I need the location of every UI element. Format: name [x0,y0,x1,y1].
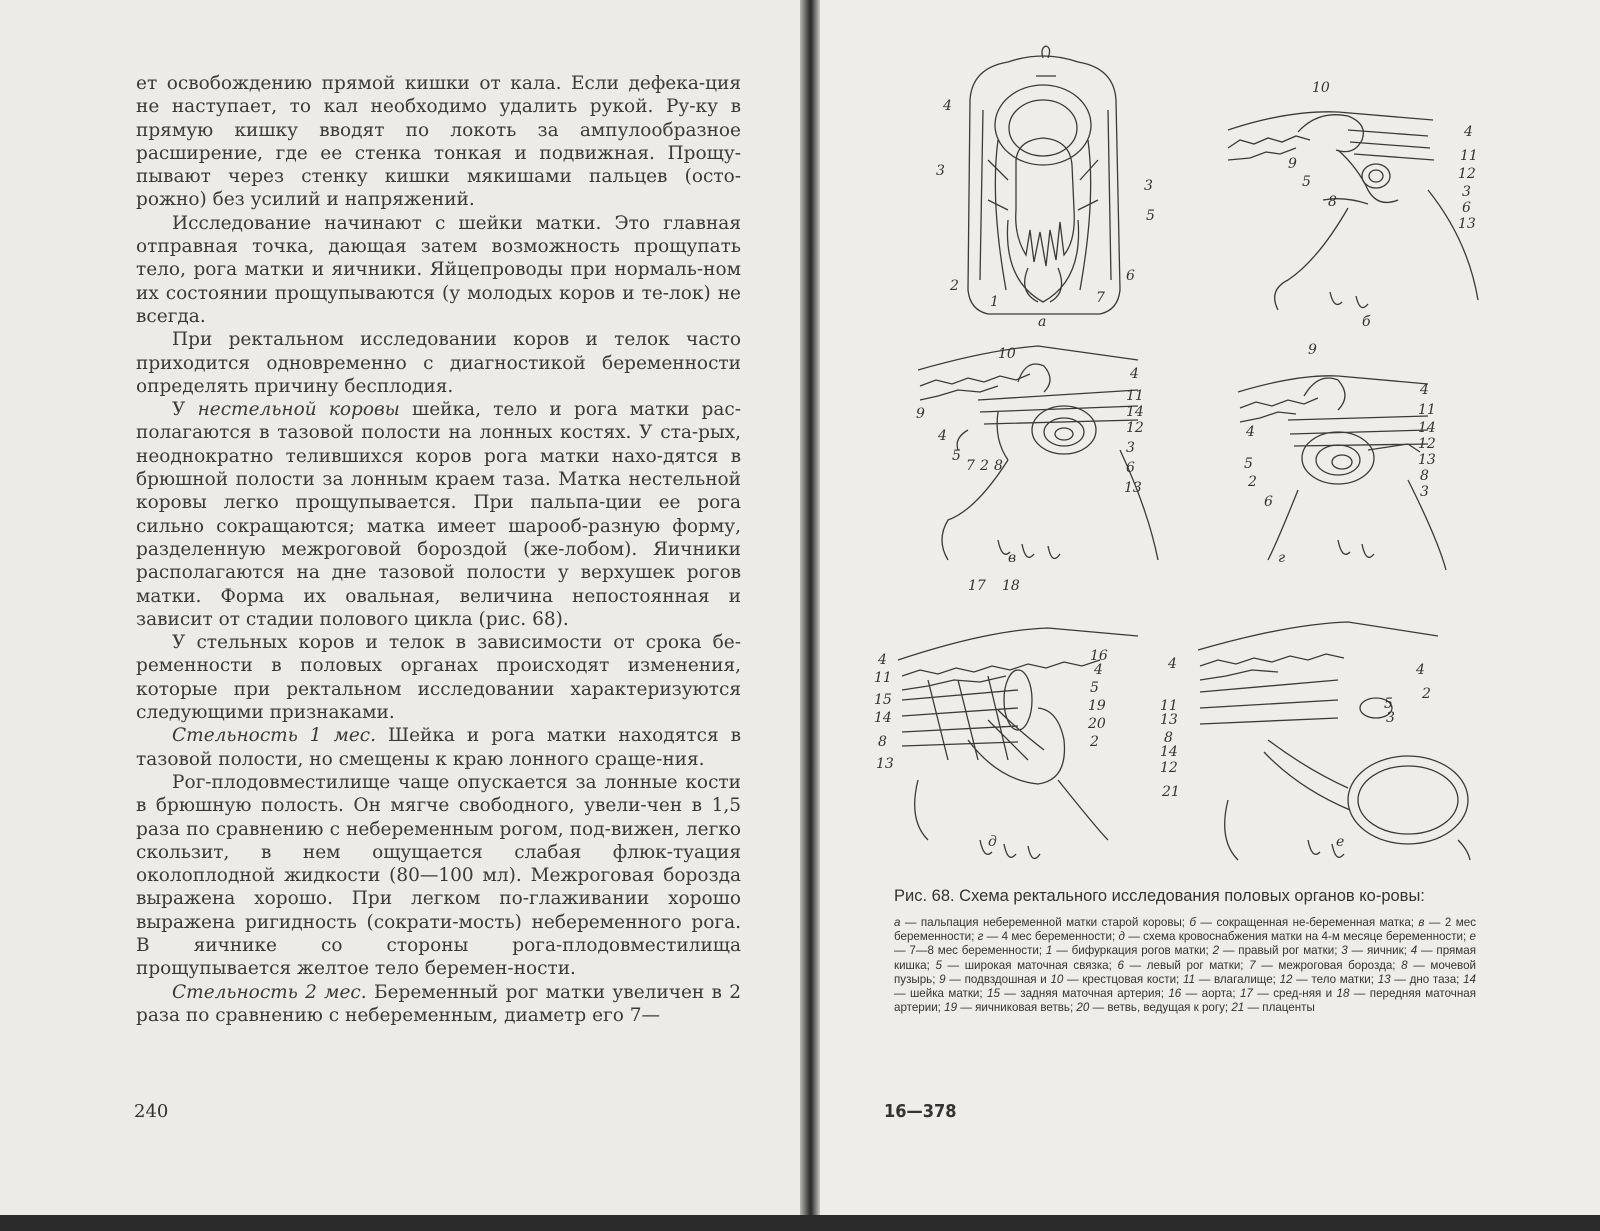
legend-key: 10 [1050,972,1064,986]
label-e-21: 21 [1162,784,1180,800]
label-v-9: 9 [916,406,925,422]
panel-letter-g: г [1278,550,1286,566]
label-a-2: 2 [950,278,959,294]
legend-value: — межроговая борозда; [1255,958,1402,972]
label-g-13: 13 [1418,452,1436,468]
label-g-14: 14 [1418,420,1436,436]
legend-value: — 4 мес беременности; [983,930,1119,944]
legend-key: а [894,916,901,929]
legend-value: — сред-няя и [1252,987,1337,1001]
legend-key: е [1469,930,1476,944]
italic-lead: Стельность 1 мес. [172,725,377,747]
label-v-7: 7 [966,458,975,474]
figure-caption [894,886,1476,1015]
italic-lead: Стельность 2 мес. [172,981,367,1003]
label-b-3: 3 [1462,184,1471,200]
label-e-8: 8 [1164,730,1173,746]
label-g-12: 12 [1418,436,1436,452]
label-g-4b: 4 [1246,424,1255,440]
label-d-14: 14 [874,710,892,726]
legend-value: — плаценты [1244,1001,1315,1015]
label-g-8: 8 [1420,468,1429,484]
legend-key: 2 [1212,944,1220,958]
label-b-9: 9 [1288,156,1297,172]
legend-value: — тело матки; [1292,972,1378,986]
legend-key: 8 [1401,958,1408,972]
legend-key: 5 [935,958,942,972]
legend-key: 21 [1231,1001,1245,1015]
label-v-4: 4 [1130,366,1139,382]
legend-value: — яичниковая ветвь; [957,1001,1077,1015]
legend-key: в [1418,916,1425,929]
label-v-2: 2 [980,458,989,474]
label-v-11: 11 [1126,388,1144,404]
panel-letter-a: а [1038,314,1047,330]
label-v-10: 10 [998,346,1016,362]
label-a-6: 6 [1126,268,1135,284]
panel-letter-d: д [988,834,997,850]
label-d-4: 4 [1094,662,1103,678]
label-d-16: 16 [1090,648,1108,664]
paragraph: Стельность 2 мес. Беременный рог матки увеличен в 2 раза по сравнению с небеременным, диаметр его 7— [136,981,742,1026]
label-b-11: 11 [1460,148,1478,164]
panel-b-drawing [1228,112,1478,310]
legend-value: — мочевой пузырь; [894,958,1477,986]
legend-value: — крестцовая кости; [1063,972,1183,986]
legend-value: — 7—8 мес беременности; [894,944,1046,958]
paragraph: При ректальном исследовании коров и телок часто приходится одновременно с диагностикой беременности определять причину бесплодия. [136,329,741,397]
label-a-7: 7 [1096,290,1105,306]
label-d-18: 18 [1002,578,1020,594]
caption-legend [894,916,1476,1015]
label-e-14: 14 [1160,744,1178,760]
legend-key: 17 [1239,987,1253,1001]
label-v-6: 6 [1126,460,1135,476]
legend-value: — влагалище; [1195,972,1280,986]
page-number-left: 240 [134,1101,169,1122]
panel-g-drawing [1238,376,1446,570]
rectal-exam-illustration [868,40,1488,870]
label-e-12: 12 [1160,760,1178,776]
legend-key: 15 [987,987,1000,1001]
legend-value: — передняя маточная артерии; [894,987,1476,1015]
label-g-3: 3 [1420,484,1429,500]
legend-key: 13 [1377,972,1391,986]
legend-value: — подвздошная и [945,972,1051,986]
legend-key: б [1189,916,1196,929]
legend-key: 6 [1117,958,1124,972]
label-v-14: 14 [1126,404,1144,420]
legend-value: — прямая кишка; [894,944,1477,972]
label-v-3: 3 [1126,440,1135,456]
label-b-12: 12 [1458,166,1476,182]
label-g-5: 5 [1244,456,1253,472]
label-d-11: 11 [874,670,892,686]
legend-value: — пальпация небеременной матки старой коровы; [900,916,1190,929]
legend-value: — 2 мес беременности; [894,916,1477,944]
label-v-13: 13 [1124,480,1142,496]
legend-value: — схема кровоснабжения матки на 4-м месяце беременности; [1124,930,1470,944]
legend-key: 14 [1463,972,1477,986]
label-d-13: 13 [876,756,894,772]
book-gutter [800,0,820,1231]
body-text [136,72,741,1027]
legend-key: 1 [1045,944,1053,958]
legend-value: — широкая маточная связка; [941,958,1118,972]
legend-key: 16 [1168,987,1182,1001]
label-e-3: 3 [1386,710,1395,726]
legend-key: 3 [1341,944,1348,958]
label-a-4: 4 [943,98,952,114]
left-page [0,0,805,1215]
legend-value: — дно таза; [1390,972,1464,986]
label-b-10: 10 [1312,80,1330,96]
label-d-20: 20 [1088,716,1106,732]
paragraph: У нестельной коровы шейка, тело и рога матки рас-полагаются в тазовой полости на лонных костях. У ста-рых, неоднократно телившихся коров рога матки нахо-дятся в брюшной полости за лонным краем таза. Матка нестельной коровы легко прощупывается. При пальпа-ции ее рога сильно сокращаются; матка имеет шарооб-разную форму, разделенную межроговой бороздой (же-лобом). Яичники располагаются на дне тазовой полости у верхушек рогов матки. Форма их овальная, величина непостоянная и зависит от стадии полового цикла (рис. 68). [136,399,742,630]
panel-letter-e: е [1336,834,1345,850]
panel-letter-b: б [1362,314,1371,330]
label-v-5: 5 [952,448,961,464]
legend-key: г [977,930,984,944]
legend-key: 18 [1336,987,1350,1001]
scanner-edge [0,1215,1600,1231]
paragraph: Исследование начинают с шейки матки. Это главная отправная точка, дающая затем возможность прощупать тело, рога матки и яичники. Яйцепроводы при нормаль-ном их состоянии прощупываются (у молодых коров и те-лок) не всегда. [136,212,741,327]
label-g-2: 2 [1248,474,1257,490]
paragraph: У стельных коров и телок в зависимости от срока бе-ременности в половых органах происходят изменения, которые при ректальном исследовании характеризуются следующими признаками. [136,632,741,724]
legend-value: — бифуркация рогов матки; [1052,944,1213,958]
legend-value: — правый рог матки; [1219,944,1342,958]
legend-value: — сокращенная не-беременная матка; [1196,916,1419,929]
label-d-8: 8 [878,734,887,750]
label-a-5: 5 [1146,208,1155,224]
legend-value: — ветвь, ведущая к рогу; [1089,1001,1232,1015]
label-e-5: 5 [1384,696,1393,712]
label-b-5: 5 [1302,174,1311,190]
label-b-13: 13 [1458,216,1476,232]
legend-value: — шейка матки; [894,987,988,1001]
paragraph: Рог-плодовместилище чаще опускается за лонные кости в брюшную полость. Он мягче свободного, увели-чен в 1,5 раза по сравнению с небеременным рогом, под-вижен, легко скользит, в нем ощущается слабая флюк-туация околоплодной жидкости (80—100 мл). Межроговая борозда выражена хорошо. При легком по-глаживании хорошо выражена ригидность (сократи-мость) небеременного рога. В яичнике со стороны рога-плодовместилища прощупывается желтое тело беремен-ности. [136,771,741,980]
paragraph: ет освобождению прямой кишки от кала. Если дефека-ция не наступает, то кал необходимо удалить рукой. Ру-ку в прямую кишку вводят по локоть за ампулообразное расширение, где ее стенка тонкая и подвижная. Прощу-пывают через стенку кишки мякишами пальцев (осто-рожно) без усилий и напряжений. [136,73,741,211]
label-e-2: 2 [1422,686,1431,702]
label-a-1: 1 [990,294,999,310]
label-d-15: 15 [874,692,892,708]
label-d-19: 19 [1088,698,1106,714]
label-e-11: 11 [1160,698,1178,714]
caption-title: Рис. 68. Схема ректального исследования половых органов ко-ровы: [894,887,1425,905]
label-g-11: 11 [1418,402,1436,418]
legend-value: — яичник; [1347,944,1411,958]
panel-e-drawing [1198,622,1470,860]
legend-value: — аорта; [1181,987,1240,1001]
label-v-4b: 4 [938,428,947,444]
paragraph: Стельность 1 мес. Шейка и рога матки находятся в тазовой полости, но смещены к краю лонного сраще-ния. [136,725,741,770]
legend-value: — задняя маточная артерия; [999,987,1169,1001]
panel-a-drawing [968,46,1120,314]
label-e-4b: 4 [1416,662,1425,678]
legend-key: 9 [939,972,946,986]
label-g-4: 4 [1420,382,1429,398]
legend-key: 20 [1076,1001,1090,1015]
legend-key: 19 [944,1001,958,1015]
label-v-8: 8 [994,458,1003,474]
page-number-right: 16—378 [884,1101,957,1122]
legend-key: д [1118,930,1125,944]
label-a-3: 3 [936,163,945,179]
legend-key: 11 [1182,972,1196,986]
panel-letter-v: в [1008,550,1017,566]
label-v-12: 12 [1126,420,1144,436]
label-b-4: 4 [1464,124,1473,140]
italic-lead: нестельной коровы [197,399,400,421]
label-b-8: 8 [1328,194,1337,210]
label-g-6: 6 [1264,494,1273,510]
label-e-13: 13 [1160,712,1178,728]
label-g-9: 9 [1308,342,1317,358]
legend-value: — левый рог матки; [1123,958,1250,972]
legend-key: 12 [1279,972,1293,986]
label-d-17: 17 [968,578,986,594]
legend-key: 7 [1249,958,1256,972]
label-b-6: 6 [1462,200,1471,216]
legend-key: 4 [1410,944,1418,958]
figure-68 [868,40,1488,870]
label-d-4b: 4 [878,652,887,668]
label-e-4: 4 [1168,656,1177,672]
label-d-2: 2 [1090,734,1099,750]
label-d-5: 5 [1090,680,1099,696]
label-a-3b: 3 [1144,178,1153,194]
